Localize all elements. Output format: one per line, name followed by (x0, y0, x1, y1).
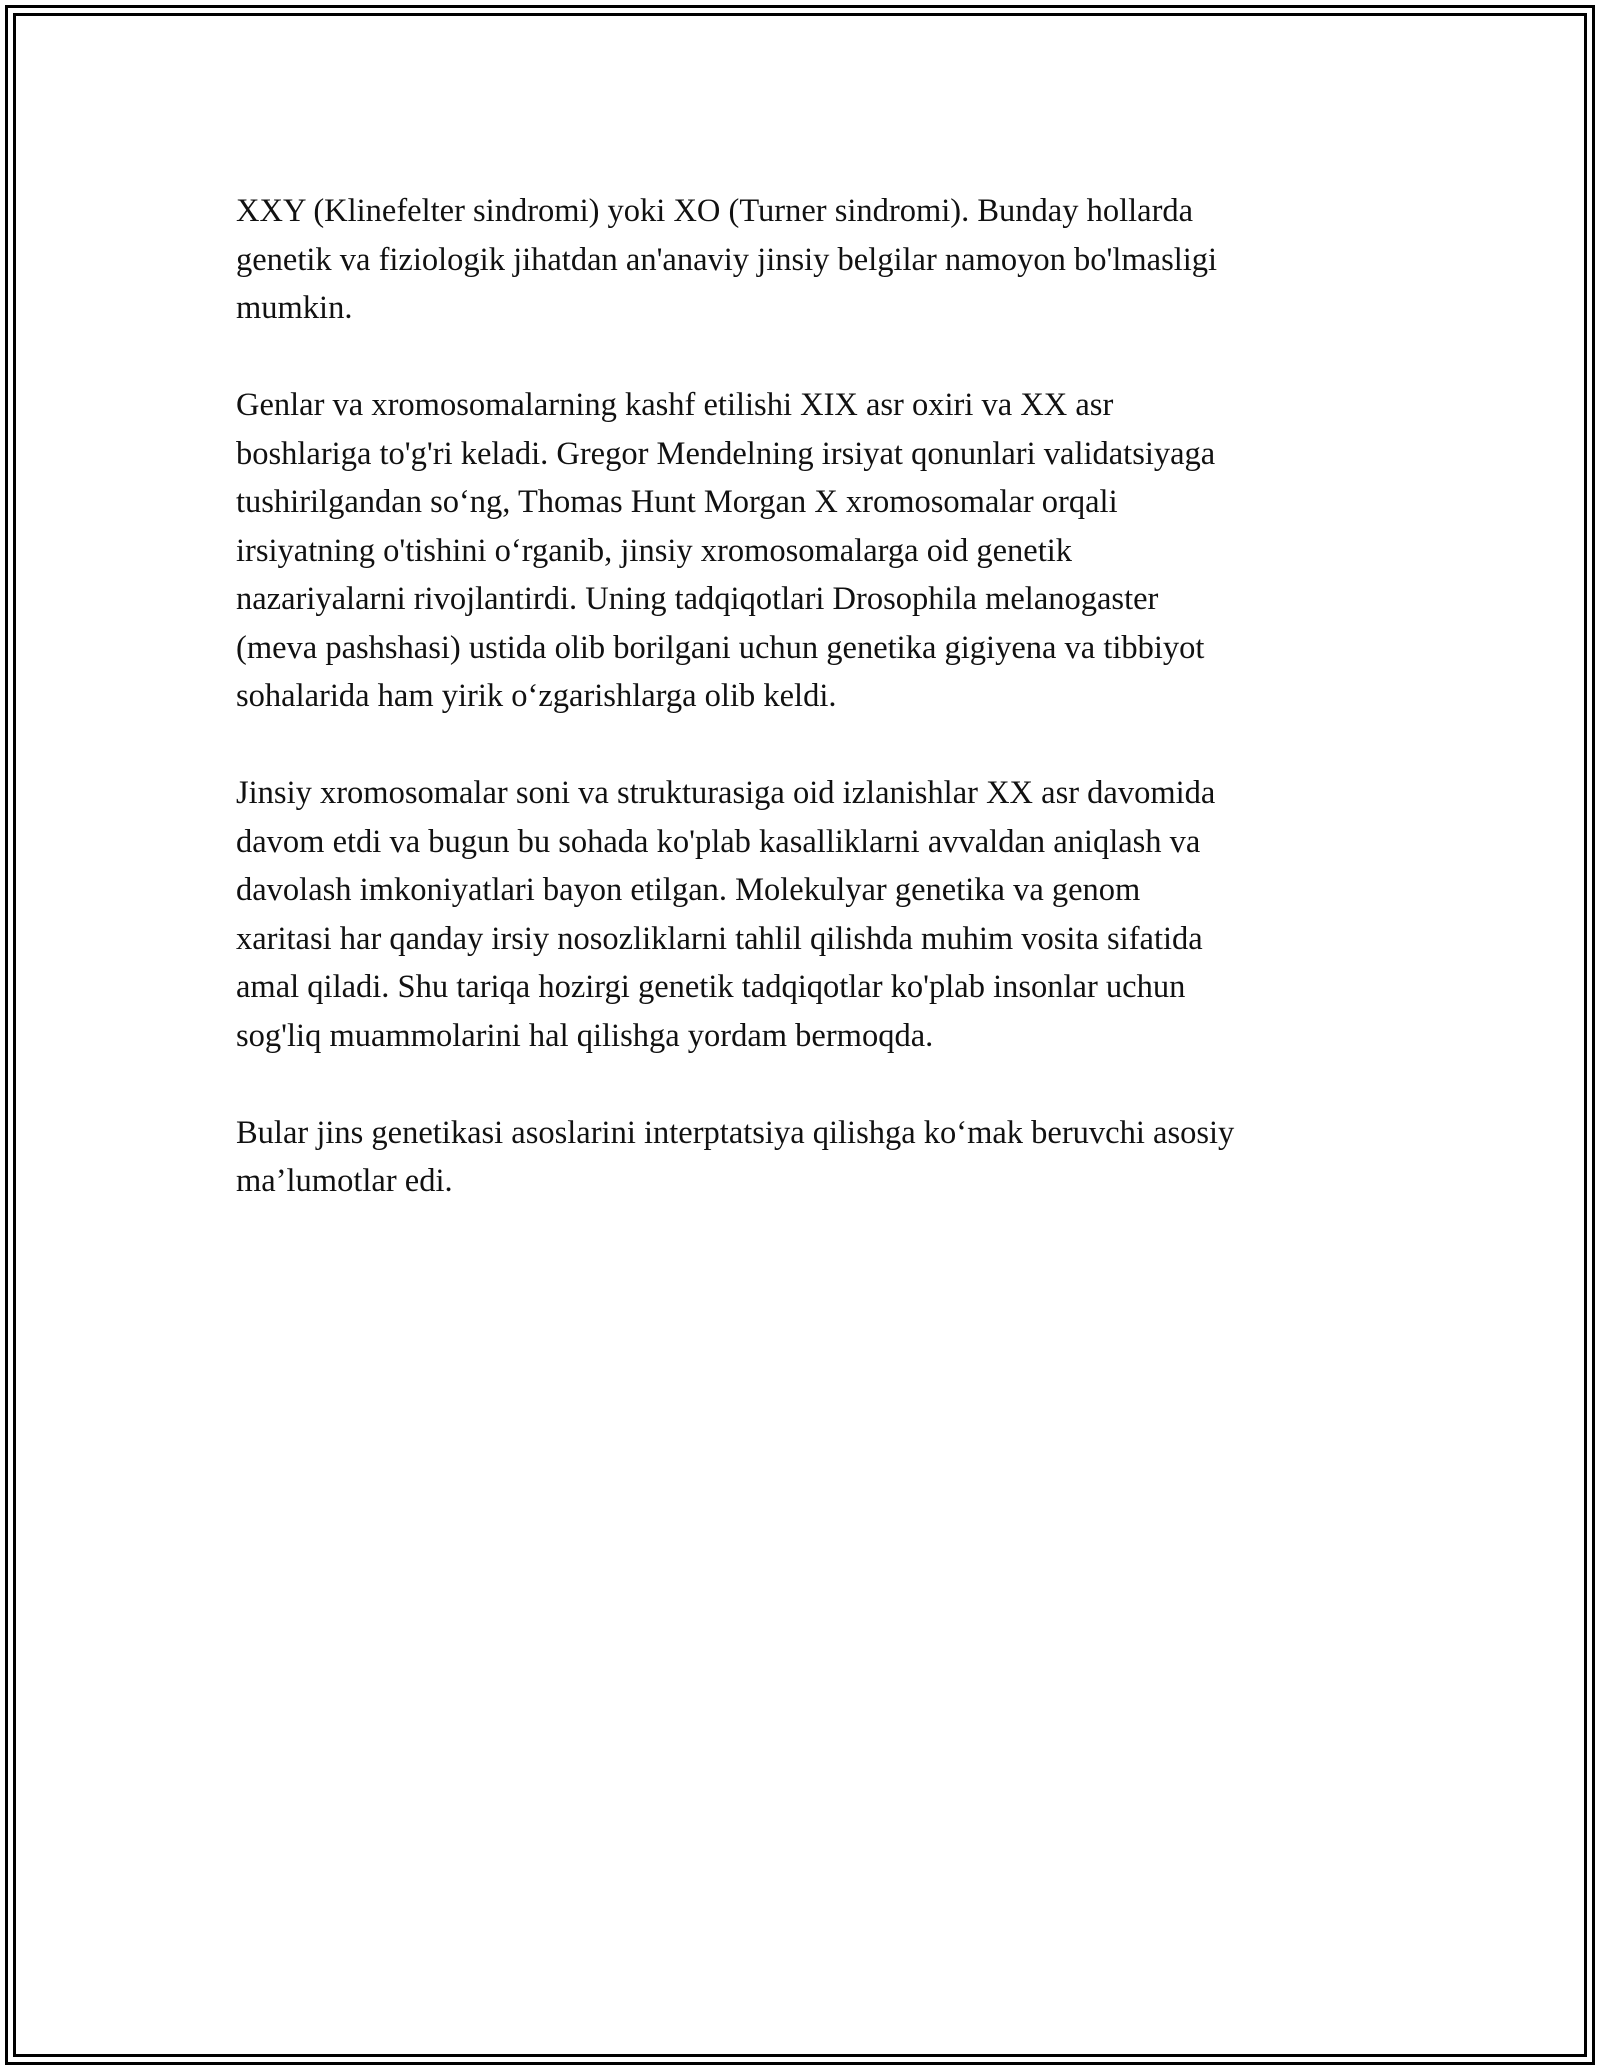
paragraph-2: Genlar va xromosomalarning kashf etilishi XIX asr oxiri va XX asr boshlariga to'g'ri keladi. Gregor Mendelning irsiyat qonunlari validatsiyaga tushirilgandan so‘ng, Thomas Hunt Morgan X xromosomalar orqali irsiyatning o'tishini o‘rganib, jinsiy xromosomalarga oid genetik nazariyalarni rivojlantirdi. Uning tadqiqotlari Drosophila melanogaster (meva pashshasi) ustida olib borilgani uchun genetika gigiyena va tibbiyot sohalarida ham yirik o‘zgarishlarga olib keldi. (236, 387, 1216, 714)
paragraph-1: XXY (Klinefelter sindromi) yoki XO (Turner sindromi). Bunday hollarda genetik va fiziologik jihatdan an'anaviy jinsiy belgilar namoyon bo'lmasligi mumkin. (236, 193, 1218, 326)
paragraph-3: Jinsiy xromosomalar soni va strukturasiga oid izlanishlar XX asr davomida davom etdi va bugun bu sohada ko'plab kasalliklarni avvaldan aniqlash va davolash imkoniyatlari bayon etilgan. Molekulyar genetika va genom xaritasi har qanday irsiy nosozliklarni tahlil qilishda muhim vosita sifatida amal qiladi. Shu tariqa hozirgi genetik tadqiqotlar ko'plab insonlar uchun sog'liq muammolarini hal qilishga yordam bermoqda. (236, 775, 1216, 1054)
paragraph-4: Bular jins genetikasi asoslarini interptatsiya qilishga ko‘mak beruvchi asosiy ma’lumotlar edi. (236, 1114, 1235, 1199)
document-body (236, 187, 1366, 1254)
